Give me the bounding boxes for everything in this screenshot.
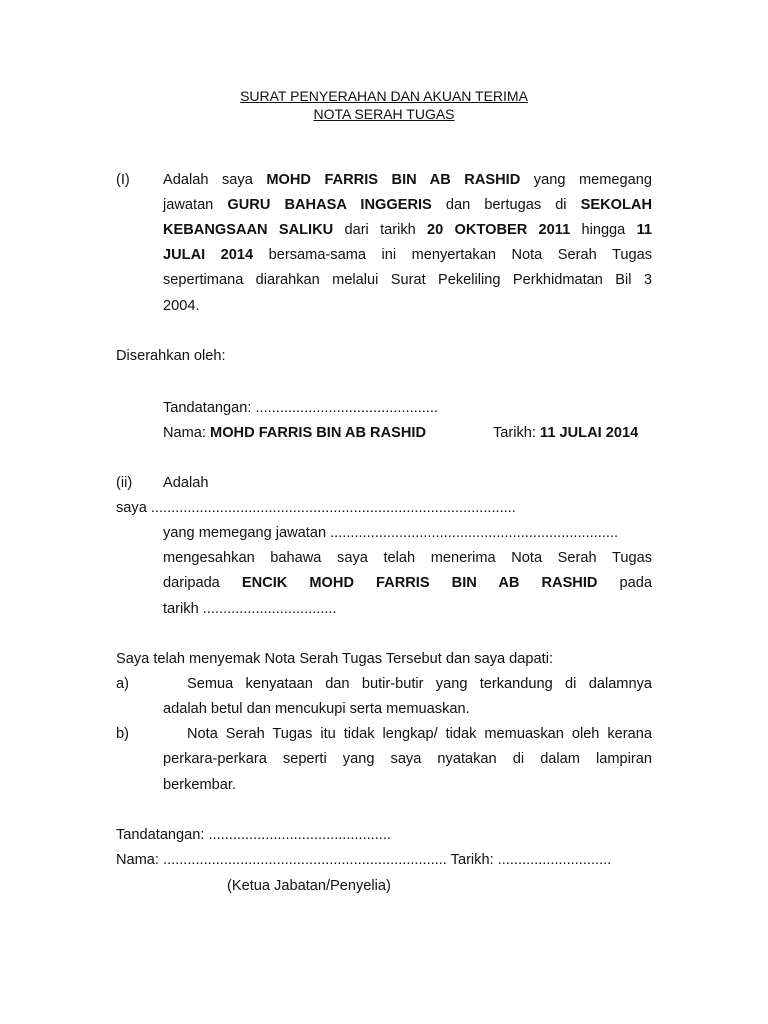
section-2-line-5 (163, 573, 652, 593)
review-intro: Saya telah menyemak Nota Serah Tugas Tersebut dan saya dapati: (116, 651, 553, 667)
text: Adalah saya (163, 172, 253, 188)
section-2-line-1: Adalah (163, 475, 209, 491)
section-2-line-2: saya .......................................................................................... (116, 500, 516, 516)
officer-name: MOHD FARRIS BIN AB RASHID (266, 172, 521, 188)
title-line-2: NOTA SERAH TUGAS (313, 106, 455, 122)
section-2-line-6: tarikh ................................. (163, 601, 337, 617)
footer-signature: Tandatangan: ............................................. (116, 827, 391, 843)
text: Nota Serah Tugas itu tidak lengkap/ tidak memuaskan oleh kerana (187, 726, 652, 742)
item-b-marker: b) (116, 726, 129, 742)
handed-by-signature: Tandatangan: ............................................. (163, 400, 438, 416)
item-a-line-1 (187, 674, 652, 694)
text: bersama-sama ini menyertakan Nota Serah Tugas (268, 247, 652, 263)
name-value: MOHD FARRIS BIN AB RASHID (210, 425, 426, 441)
text: Semua kenyataan dan butir-butir yang terkandung di dalamnya (187, 676, 652, 692)
handed-by-name (163, 423, 426, 443)
position: GURU BAHASA INGGERIS (227, 197, 432, 213)
section-1-marker: (I) (116, 172, 130, 188)
section-2-line-4 (163, 548, 652, 568)
item-a-line-2: adalah betul dan mencukupi serta memuaskan. (163, 701, 470, 717)
name-label: Nama: (163, 425, 206, 441)
footer-name-date: Nama: ...................................................................... Tarikh: ............................ (116, 852, 612, 868)
school-part-2: KEBANGSAAN SALIKU (163, 222, 334, 238)
text: sepertimana diarahkan melalui Surat Pekeliling Perkhidmatan Bil 3 (163, 272, 652, 288)
text: dan bertugas di (445, 197, 567, 213)
item-a-marker: a) (116, 676, 129, 692)
section-1-line-3 (163, 220, 652, 240)
section-2-marker: (ii) (116, 475, 133, 491)
handover-officer: ENCIK MOHD FARRIS BIN AB RASHID (241, 575, 598, 591)
section-1-line-4 (163, 245, 652, 265)
section-2-line-3: yang memegang jawatan ....................................................................... (163, 525, 619, 541)
date-label: Tarikh: (493, 425, 536, 441)
end-date-part-1: 11 (636, 222, 653, 238)
section-1-line-5 (163, 270, 652, 290)
text: dari tarikh (344, 222, 416, 238)
title-line-1: SURAT PENYERAHAN DAN AKUAN TERIMA (240, 88, 528, 104)
item-b-line-3: berkembar. (163, 777, 237, 793)
item-b-line-2 (163, 749, 652, 769)
text: perkara-perkara seperti yang saya nyatakan di dalam lampiran (163, 751, 652, 767)
text: daripada (163, 575, 220, 591)
start-date: 20 OKTOBER 2011 (427, 222, 571, 238)
handed-by-label: Diserahkan oleh: (116, 348, 226, 364)
text: mengesahkan bahawa saya telah menerima Nota Serah Tugas (163, 550, 652, 566)
handed-by-date (493, 423, 638, 443)
text: pada (619, 575, 652, 591)
section-1-line-1 (163, 170, 652, 190)
section-1-line-6: 2004. (163, 298, 200, 314)
text: yang memegang (533, 172, 652, 188)
footer-role: (Ketua Jabatan/Penyelia) (227, 878, 391, 894)
text: hingga (581, 222, 626, 238)
text: jawatan (163, 197, 214, 213)
end-date-part-2: JULAI 2014 (163, 247, 254, 263)
section-1-line-2 (163, 195, 652, 215)
school-part-1: SEKOLAH (580, 197, 653, 213)
item-b-line-1 (187, 724, 652, 744)
date-value: 11 JULAI 2014 (540, 425, 639, 441)
